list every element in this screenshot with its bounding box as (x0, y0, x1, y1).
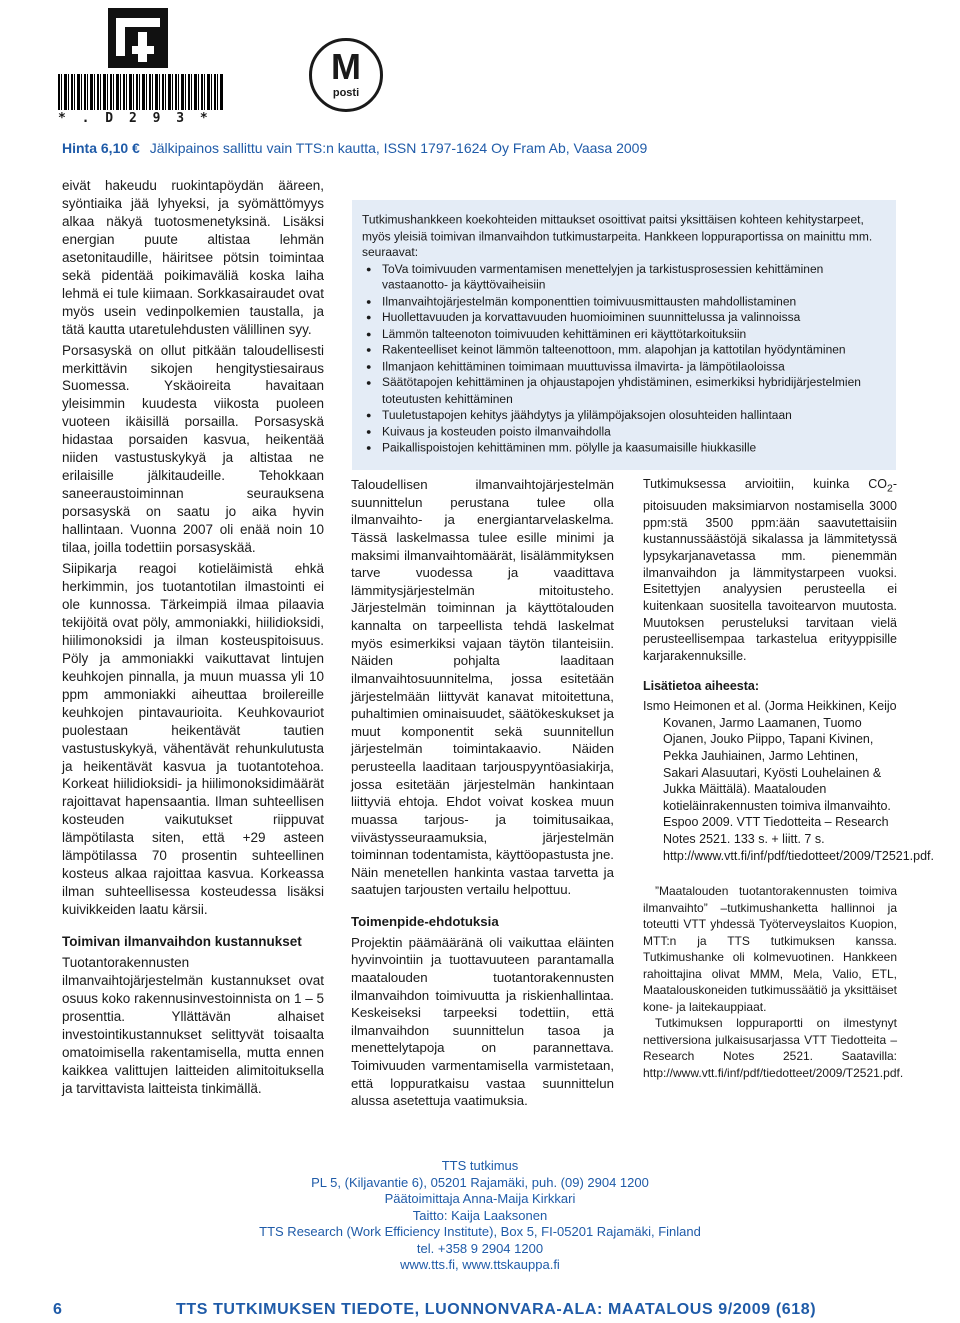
column-3 (643, 476, 934, 867)
stamp-label: posti (332, 87, 360, 99)
publisher-logo-icon (108, 8, 168, 68)
info-paragraph-1: ”Maatalouden tuotantorakennusten toimiva ilmanvaihto” –tutkimushanketta hallinnoi ja toteutti VTT yhdessä Työterveyslaitos Kuopion, MTT:n ja TTS tutkimuksen kanssa. Tutkimushanke oli kolmevuotinen. Hankkeen rahoittajina olivat MMM, Mela, Valio, ETL, Maatalouskoneiden tutkimussäätiö ja yksittäiset kone- ja laitekauppiaat. (643, 884, 897, 1014)
price: Hinta 6,10 € (62, 140, 140, 156)
postage-line (62, 140, 647, 156)
box-item: ● Lämmön talteenoton toimivuuden kehittäminen eri käyttötarkoituksiin (362, 326, 884, 342)
footer-line: PL 5, (Kiljavantie 6), 05201 Rajamäki, puh. (09) 2904 1200 (311, 1174, 649, 1190)
footer-line: TTS tutkimus (441, 1158, 519, 1173)
barcode-text: * . D 2 9 3 * (58, 111, 212, 126)
page-number: 6 (53, 1301, 62, 1318)
col2-paragraph-1: Taloudellisen ilmanvaihtojärjestelmän suunnittelun perustana tulee olla ilmanvaihto- ja energiantarvelaskelma. Tässä laskelmassa tulee esille minimi ja maksimi ilmanvaihtomäärät, lisälämmityksen tarve vuodessa ja vaadittava lämmitysjärjestelmän mitoitusteho. Järjestelmän toiminnan ja käyttötalouden kannalta on tarpeellista tehdä laskelmat myös esimerkiksi vajaan täytön tilanteisiin. Näiden pohjalta laaditaan ilmanvaihtosuunnitelma, jossa esitetään järjestelmään liittyvät kanavat mitoitettuna, puhaltimien ominaisuudet, säätökeskukset ja muut komponentit sekä suunnitellun järjestelmän toimintakaavio. Näiden perusteella laaditaan tarjouspyyntöasiakirja, jossa esitetään järjestelmän hankintaan liittyviä ehtoja. Ehdot voivat koskea muun muassa tarjous- ja toimitusaikaa, viivästysseuraamuksia, järjestelmän toiminnan todentamista, käyttöopastusta jne. Näin menetellen hankinta vastaa tarvetta ja saatujen tarjousten vertailu helpottuu. (351, 477, 614, 898)
info-paragraph-2: Tutkimuksen loppuraportti on ilmestynyt nettiversiona julkaisusarjassa VTT Tiedotteita – Research Notes 2521. Saatavilla: http://www.vtt.fi/inf/pdf/tiedotteet/2009/T2521.pdf. (643, 1016, 904, 1080)
barcode-bars (58, 74, 224, 110)
project-info-note (643, 883, 904, 1081)
col1-paragraph-3: Siipikarja reagoi kotieläimistä ehkä herkimmin, jos tuotantotilan ilmastointi ei ole kunnossa. Tärkeimpiä ilmaa pilaavia tekijöitä ovat pöly, ammoniakki, hiilidioksidi, hiilimonoksidi ja ilman kosteuspitoisuus. Pöly ja ammoniakki vaikuttavat lintujen keuhkojen pinnalla, ja muun muassa yli 10 ppm ammoniakki aiheuttaa broilereille keuhkojen pintavaurioita. Keuhkovauriot puolestaan heikentävät tautien vastustuskykyä, vähentävät rehunkulutusta ja heikentävät kasvua ja tuotantotehoa. Korkeat hiilidioksidi- ja hiilimonoksidimäärät rajoittavat hapensaantia. Ilman suhteellisen kosteuden vaikutukset riippuvat lämpötilasta siten, että +29 asteen lämpötilassa 70 prosentin suhteellinen kosteus alkaa rajoittaa kasvua. Korkeassa ilman suhteellisessa kosteudessa lisäksi kuivikkeiden laatu kärsii. (62, 561, 324, 918)
publication-title: TTS TUTKIMUKSEN TIEDOTE, LUONNONVARA-ALA: MAATALOUS 9/2009 (618) (176, 1301, 817, 1318)
box-intro: Tutkimushankkeen koekohteiden mittaukset osoittivat paitsi yksittäisen kohteen kehitystarpeet, myös yleisiä toimivan ilmanvaihdon tutkimustarpeita. Hankkeen loppuraportissa on mainittu mm. seuraavat: (362, 212, 873, 260)
box-item: ● Huollettavuuden ja korvattavuuden huomioiminen suunnittelussa ja valinnoissa (362, 309, 884, 325)
box-item: ● Kuivaus ja kosteuden poisto ilmanvaihdolla (362, 423, 884, 439)
footer-line: Taitto: Kaija Laaksonen (412, 1207, 548, 1223)
box-item: ● Säätötapojen kehittäminen ja ohjaustapojen yhdistäminen, esimerkiksi hybridijärjestelmien toteutusten kehittäminen (362, 374, 884, 407)
col2-heading: Toimenpide-ehdotuksia (351, 914, 499, 929)
box-item: ● Tuuletustapojen kehitys jäähdytys ja ylilämpöjaksojen olosuhteiden hallintaan (362, 407, 884, 423)
col3-p1-part-a: Tutkimuksessa arvioitiin, kuinka CO (643, 477, 888, 491)
co2-subscript: 2 (887, 483, 893, 495)
col3-paragraph-1 (643, 476, 897, 664)
col3-heading: Lisätietoa aiheesta: (643, 679, 760, 694)
footer-line: www.tts.fi, www.ttskauppa.fi (400, 1257, 560, 1272)
col1-paragraph-4: Tuotantorakennusten ilmanvaihtojärjestelmän kustannukset ovat osuus koko rakennusinvestoinnista on 1 – 5 prosenttia. Yllättävän alhaiset investointikustannukset selittyvät toisaalta omatoimisella rakentamisella, mutta ennen kaikkea valittujen laitteiden alimitoituksella ja tarvittavista laitteista tinkimällä. (62, 955, 324, 1096)
footer-line: Päätoimittaja Anna-Maija Kirkkari (384, 1191, 576, 1206)
box-item: ● Ilmanvaihtojärjestelmän komponenttien toimivuusmittausten mahdollistaminen (362, 293, 884, 309)
col3-reference: Ismo Heimonen et al. (Jorma Heikkinen, Keijo Kovanen, Jarmo Laamanen, Tuomo Ojanen, Jouko Piippo, Tapani Kivinen, Pekka Jauhiainen, Jarmo Lehtinen, Sakari Alasuutari, Kyösti Louhelainen & Jukka Mäittälä). Maatalouden kotieläinrakennusten toimiva ilmanvaihto. Espoo 2009. VTT Tiedotteita – Research Notes 2521. 133 s. + liitt. 7 s. http://www.vtt.fi/inf/pdf/tiedotteet/2009/T2521.pdf. (643, 699, 934, 863)
box-item: ● Paikallispoistojen kehittäminen mm. pölylle ja kaasumaisille hiukkasille (362, 439, 884, 455)
research-needs-box (352, 200, 896, 470)
col1-paragraph-1: eivät hakeudu ruokintapöydän ääreen, syöntiaika jää lyhyeksi, ja syömättömyys alkaa näkyä tuotosmenetyksinä. Lisäksi energian puute altistaa lehmän asetonitaudille, häiritsee pötsin toimintaa sekä pidentää poikimaväliä koska laiha lehmä ei tule kiimaan. Sorkkasairaudet ovat myös usein vedinpolkemien taustalla, ja tätä kautta utaretulehdusten välillinen syy. (62, 178, 324, 337)
permit-text: Jälkipainos sallittu vain TTS:n kautta, ISSN 1797-1624 Oy Fram Ab, Vaasa 2009 (149, 140, 648, 156)
footer-line: tel. +358 9 2904 1200 (416, 1240, 544, 1256)
column-1 (62, 177, 324, 1101)
barcode (58, 74, 224, 126)
col2-paragraph-2: Projektin päämääränä oli vaikuttaa eläinten hyvinvointiin ja tuottavuuteen parantamalla maatalouden tuotantorakennusten ilmanvaihdon toimivuutta ja riskienhallintaa. Keskeiseksi tarpeeksi todettiin, että ilmanvaihdon suunnittelun tasoa ja menettelytapoja on parannettava. Toimivuuden varmentamisella varmistetaan, että loppuratkaisu vastaa suunnittelun alussa asetettuja vaatimuksia. (351, 934, 614, 1109)
col3-p1-part-b: -pitoisuuden maksimiarvon nostamisella 3000 ppm:stä 3500 ppm:ään saavutettaisiin kustannussäästöjä sikalassa ja lämmitetyssä lypsykarjanavetassa mm. pienemmän ilmanvaihdon ja lämmitystarpeen vuoksi. Esitettyjen analyysien perusteella ei kuitenkaan suositella tavoitearvon muutosta. Muutoksen perusteluksi tarvitaan vielä perusteellisempaa tarkastelua erityyppisille karjarakennuksille. (643, 477, 897, 663)
publisher-footer (0, 1158, 960, 1274)
col1-heading: Toimivan ilmanvaihdon kustannukset (62, 934, 302, 950)
box-item: ● Ilmanjaon kehittäminen toimimaan muuttuvissa ilmavirta- ja lämpötilaoloissa (362, 358, 884, 374)
page-footer-bar (0, 1301, 960, 1323)
box-list (362, 261, 884, 456)
col1-paragraph-2: Porsasyskä on ollut pitkään taloudellisesti merkittävin sikojen hengitystiesairaus Suomessa. Yskäoireita havaitaan yleisimmin kuudesta viikosta puoleen vuoteen ikäisillä porsailla. Porsasyskä hidastaa porsaiden kasvua, heikentää niiden vastustuskykyä ja altistaa ne erilaisille jälkitaudeille. Tehokkaan saneeraustoiminnan seurauksena porsasyskä on saatu jo aika hyvin hallintaan. Vuonna 2007 oli enää noin 10 tilaa, joilla todettiin porsasyskää. (62, 342, 324, 556)
footer-line: TTS Research (Work Efficiency Institute), Box 5, FI-05201 Rajamäki, Finland (259, 1224, 701, 1239)
posti-m-stamp-icon (309, 38, 383, 112)
box-item: ● Rakenteelliset keinot lämmön talteenottoon, mm. alapohjan ja kattotilan hyödyntäminen (362, 342, 884, 358)
stamp-letter: M (331, 46, 361, 87)
column-2 (351, 476, 614, 1113)
box-item: ● ToVa toimivuuden varmentamisen menettelyjen ja tarkistusprosessien kehittäminen vastaanotto- ja käyttövaiheisiin (362, 261, 884, 294)
